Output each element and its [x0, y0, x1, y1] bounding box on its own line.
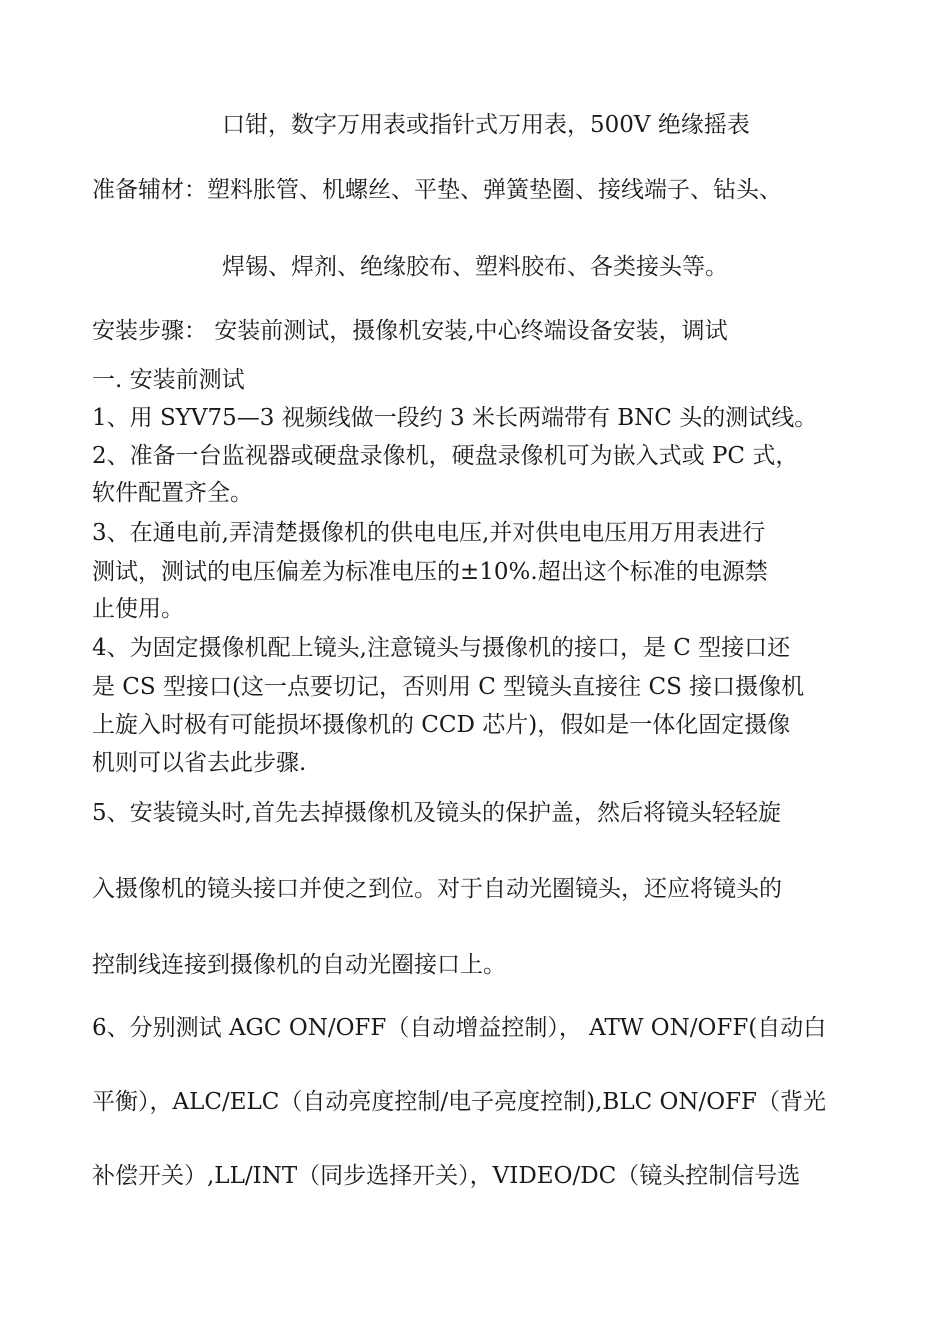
step-5-cont-2: 控制线连接到摄像机的自动光圈接口上。 [92, 952, 506, 978]
step-5-cont-1: 入摄像机的镜头接口并使之到位。对于自动光圈镜头，还应将镜头的 [92, 876, 782, 902]
step-4-cont-3: 机则可以省去此步骤. [92, 750, 307, 776]
step-3-cont-2: 止使用。 [92, 596, 184, 622]
section-heading-pretest: 一. 安装前测试 [92, 367, 245, 393]
step-1: 1、用 SYV75—3 视频线做一段约 3 米长两端带有 BNC 头的测试线。 [92, 405, 818, 431]
step-2-cont: 软件配置齐全。 [92, 480, 253, 506]
materials-line: 准备辅材：塑料胀管、机螺丝、平垫、弹簧垫圈、接线端子、钻头、 [92, 177, 782, 203]
step-5: 5、安装镜头时,首先去掉摄像机及镜头的保护盖，然后将镜头轻轻旋 [92, 800, 781, 826]
step-4: 4、为固定摄像机配上镜头,注意镜头与摄像机的接口，是 C 型接口还 [92, 635, 791, 661]
step-2: 2、准备一台监视器或硬盘录像机，硬盘录像机可为嵌入式或 PC 式， [92, 443, 799, 469]
step-6-cont-2: 补偿开关）,LL/INT（同步选择开关），VIDEO/DC（镜头控制信号选 [92, 1163, 801, 1189]
install-steps-line: 安装步骤： 安装前测试，摄像机安装,中心终端设备安装，调试 [92, 318, 728, 344]
step-6: 6、分别测试 AGC ON/OFF（自动增益控制）， ATW ON/OFF(自动白 [92, 1015, 827, 1041]
step-3-cont-1: 测试，测试的电压偏差为标准电压的±10%.超出这个标准的电源禁 [92, 559, 768, 585]
step-3: 3、在通电前,弄清楚摄像机的供电电压,并对供电电压用万用表进行 [92, 520, 766, 546]
step-4-cont-1: 是 CS 型接口(这一点要切记，否则用 C 型镜头直接往 CS 接口摄像机 [92, 674, 805, 700]
tools-line-continued: 口钳，数字万用表或指针式万用表，500V 绝缘摇表 [222, 112, 750, 138]
step-4-cont-2: 上旋入时极有可能损坏摄像机的 CCD 芯片)，假如是一体化固定摄像 [92, 712, 791, 738]
step-6-cont-1: 平衡），ALC/ELC（自动亮度控制/电子亮度控制),BLC ON/OFF（背光 [92, 1089, 827, 1115]
materials-line-continued: 焊锡、焊剂、绝缘胶布、塑料胶布、各类接头等。 [222, 254, 728, 280]
